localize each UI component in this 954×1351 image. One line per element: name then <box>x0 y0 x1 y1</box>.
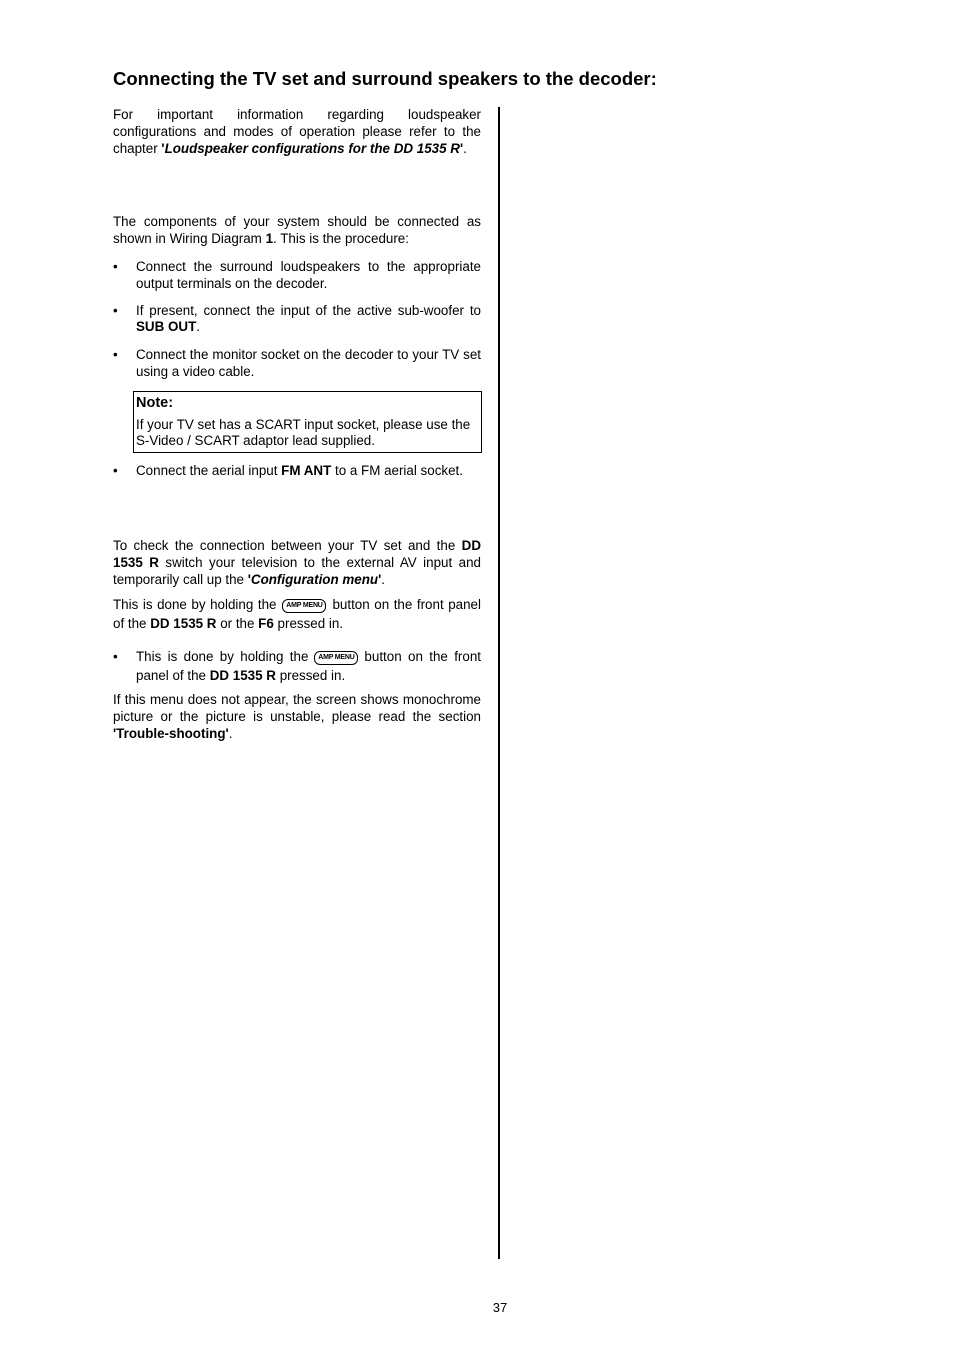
note-heading: Note: <box>136 394 174 411</box>
list-item: • Connect the surround loudspeakers to the appropriate output terminals on the decoder. <box>113 258 481 291</box>
column-divider <box>498 107 500 1259</box>
menu-reference: Configuration menu <box>250 571 379 587</box>
list-item: • Connect the aerial input FM ANT to a FM aerial socket. <box>113 463 463 479</box>
list-item: • This is done by holding the AMP MENU button on the front panel of the DD 1535 R pressed in. <box>113 649 481 683</box>
bullet-icon: • <box>113 347 118 363</box>
chapter-reference: Loudspeaker configurations for the DD 1535 R <box>164 140 460 156</box>
bullet-icon: • <box>113 649 118 665</box>
intro-paragraph: For important information regarding loudspeaker configurations and modes of operation please refer to the chapter 'Loudspeaker configurations for the DD 1535 R'. <box>113 107 481 156</box>
list-item: • If present, connect the input of the active sub-woofer to SUB OUT. <box>113 302 481 335</box>
bullet-icon: • <box>113 302 118 318</box>
amp-menu-button-icon: AMP MENU <box>282 599 326 613</box>
check-paragraph: To check the connection between your TV set and the DD 1535 R switch your television to the external AV input and temporarily call up the 'Configuration menu'. <box>113 537 481 587</box>
note-text: If your TV set has a SCART input socket, please use the S-Video / SCART adaptor lead supplied. <box>136 416 471 449</box>
amp-menu-button-icon: AMP MENU <box>314 651 358 665</box>
page-number: 37 <box>492 1300 508 1315</box>
bullet-icon: • <box>113 258 118 274</box>
left-column <box>113 107 481 743</box>
components-paragraph: The components of your system should be connected as shown in Wiring Diagram 1. This is the procedure: <box>113 214 481 247</box>
page-title: Connecting the TV set and surround speakers to the decoder: <box>113 68 657 89</box>
note-box <box>133 391 482 453</box>
troubleshooting-paragraph: If this menu does not appear, the screen shows monochrome picture or the picture is unstable, please read the section 'Trouble-shooting'. <box>113 692 481 741</box>
procedure-paragraph: This is done by holding the AMP MENU button on the front panel of the DD 1535 R or the F6 pressed in. <box>113 597 481 631</box>
bullet-icon: • <box>113 463 118 479</box>
list-item: • Connect the monitor socket on the decoder to your TV set using a video cable. <box>113 347 481 379</box>
